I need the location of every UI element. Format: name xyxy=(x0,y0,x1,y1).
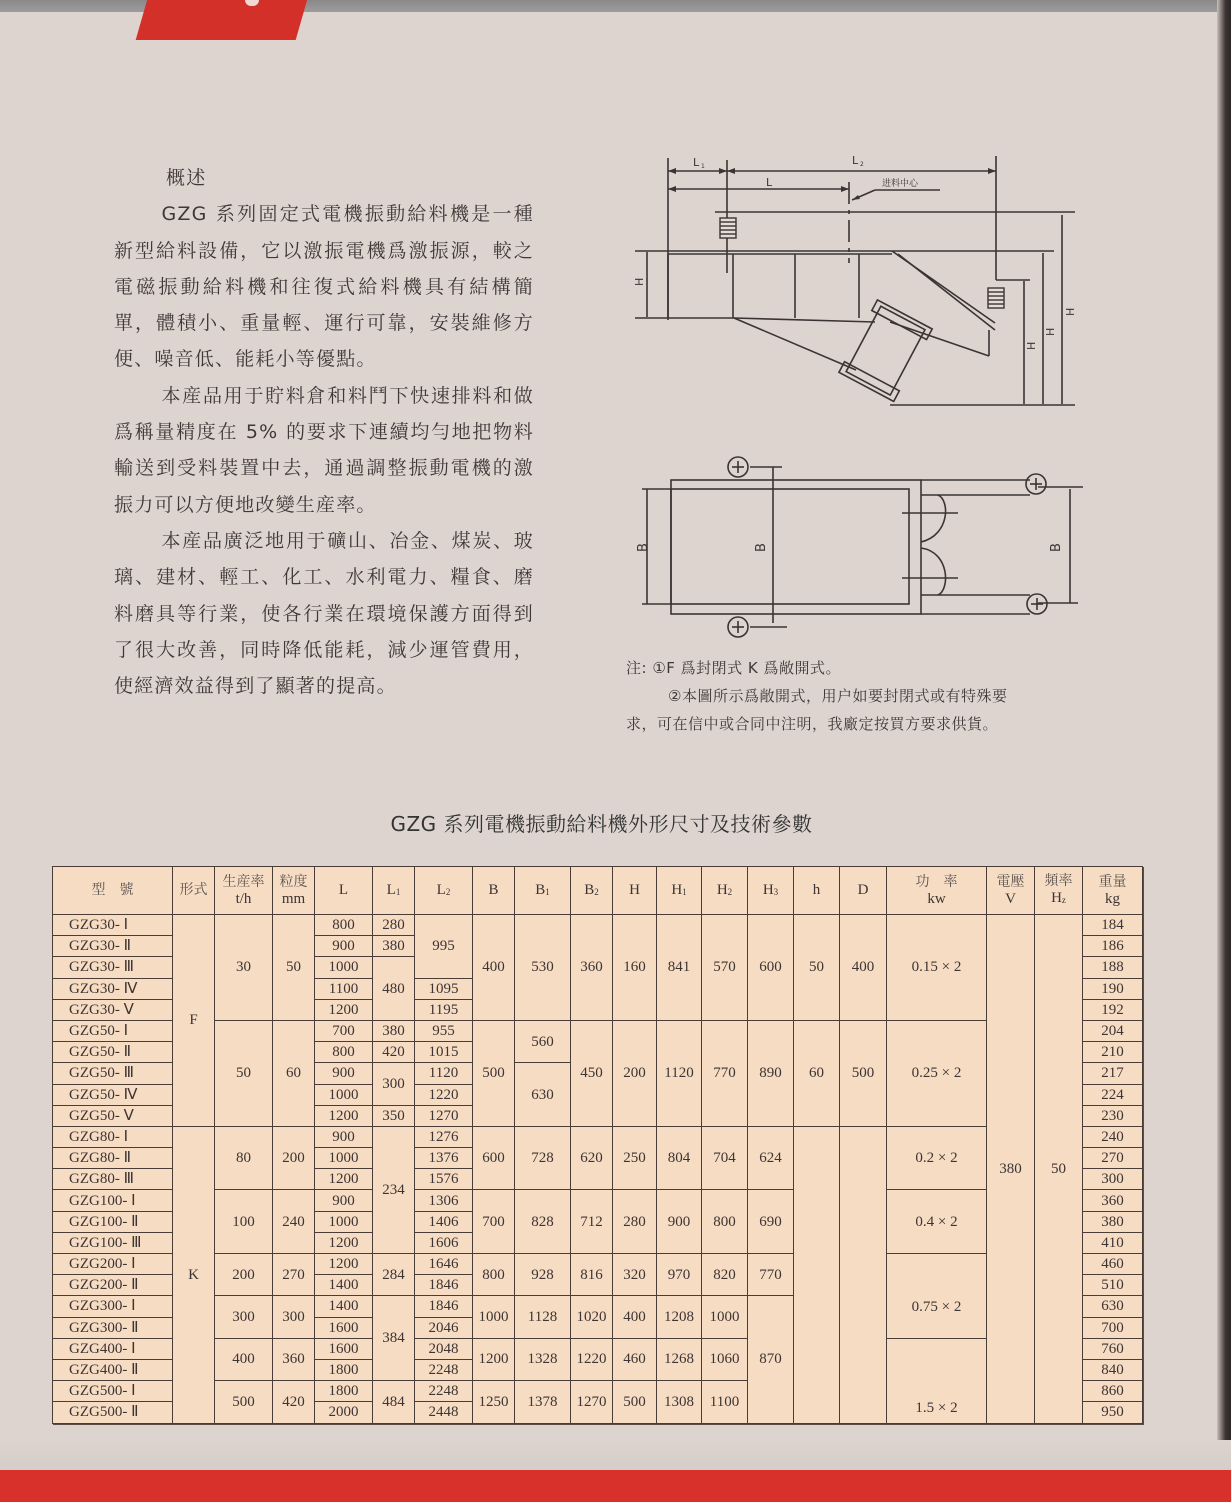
col-model: 型 號 xyxy=(53,867,173,915)
table-row: GZG400- Ⅱ 1800 2248 840 xyxy=(53,1359,1143,1380)
page-edge-shadow xyxy=(1217,0,1231,1502)
svg-text:L: L xyxy=(766,176,773,189)
table-row: GZG30- Ⅳ 1100 1095 190 xyxy=(53,978,1143,999)
table-row: GZG80- Ⅲ 1200 1576 300 xyxy=(53,1169,1143,1190)
svg-text:H: H xyxy=(1044,327,1057,336)
col-frequency: 頻率 $H_z$ xyxy=(1035,867,1083,915)
table-row: GZG300- Ⅱ 1600 2046 700 xyxy=(53,1317,1143,1338)
svg-text:L: L xyxy=(852,154,859,167)
table-title: GZG 系列電機振動給料機外形尺寸及技術參數 xyxy=(390,812,813,836)
table-row: GZG500- Ⅰ 500 420 1800 484 2248 1250 1378 1270 500 1308 1100 860 xyxy=(53,1381,1143,1402)
table-row: GZG400- Ⅰ 400 360 1600 2048 1200 1328 1220 460 1268 1060 1.5 × 2 760 xyxy=(53,1338,1143,1359)
col-weight: 重量 kg xyxy=(1083,867,1143,915)
table-row: GZG100- Ⅲ 1200 1606 410 xyxy=(53,1232,1143,1253)
col-D: D xyxy=(840,867,887,915)
table-row: GZG100- Ⅰ 100 240 900 1306 700 828 712 280 900 800 690 0.4 × 2 360 xyxy=(53,1190,1143,1211)
col-L: L xyxy=(315,867,373,915)
col-L1: $L_1$ xyxy=(373,867,415,915)
overview-paragraph-1: GZG 系列固定式電機振動給料機是一種新型給料設備，它以激振電機爲激振源，較之電磁振動給料機和往復式給料機具有結構簡單，體積小、重量輕、運行可靠，安裝維修方便、噪音低、能耗小等優點。 xyxy=(114,203,534,371)
svg-text:H: H xyxy=(1025,341,1038,350)
svg-text:H: H xyxy=(633,277,646,286)
svg-text:H: H xyxy=(1064,307,1077,316)
bottom-red-band xyxy=(0,1470,1231,1502)
table-header-row xyxy=(53,867,1143,915)
table-row: GZG80- Ⅱ 1000 1376 270 xyxy=(53,1148,1143,1169)
table-row: GZG30- Ⅰ F 30 50 800 280 995 400 530 360 160 841 570 600 50 400 0.15 × 2 380 50 184 xyxy=(53,915,1143,936)
overview-paragraph-3: 本産品廣泛地用于礦山、冶金、煤炭、玻璃、建材、輕工、化工、水利電力、糧食、磨料磨具等行業，使各行業在環境保護方面得到了很大改善，同時降低能耗，減少運管費用，使經濟效益得到了顯著的提高。 xyxy=(114,529,534,698)
col-B1: $B_1$ xyxy=(515,867,571,915)
svg-text:B: B xyxy=(754,543,769,552)
col-voltage: 電壓 V xyxy=(987,867,1035,915)
col-B2: $B_2$ xyxy=(571,867,613,915)
svg-text:B: B xyxy=(636,543,651,552)
col-L2: $L_2$ xyxy=(415,867,473,915)
table-row: GZG30- Ⅱ 900 380 186 xyxy=(53,936,1143,957)
overview-section xyxy=(114,160,534,704)
col-H: H xyxy=(613,867,657,915)
col-granularity: 粒度 mm xyxy=(273,867,315,915)
svg-text:2: 2 xyxy=(860,161,864,168)
svg-text:进料中心: 进料中心 xyxy=(882,179,919,189)
overview-paragraph-2: 本産品用于貯料倉和料鬥下快速排料和做爲稱量精度在 5% 的要求下連續均勻地把物料輸送到受料裝置中去，通過調整振動電機的激振力可以方便地改變生産率。 xyxy=(114,384,534,516)
svg-text:L: L xyxy=(693,156,700,169)
top-view-diagram xyxy=(620,440,1100,640)
note-2-cont: 求，可在信中或合同中注明，我廠定按買方要求供貨。 xyxy=(626,715,999,733)
d-empty xyxy=(840,1126,887,1423)
table-row: GZG200- Ⅰ 200 270 1200 284 1646 800 928 816 320 970 820 770 0.75 × 2 460 xyxy=(53,1254,1143,1275)
note-1: 注: ①F 爲封閉式 K 爲敞開式。 xyxy=(626,659,842,677)
col-B: B xyxy=(473,867,515,915)
overview-heading: 概述 xyxy=(166,167,207,189)
svg-text:1: 1 xyxy=(701,163,705,170)
table-row: GZG50- Ⅱ 800 420 1015 210 xyxy=(53,1042,1143,1063)
table-row: GZG500- Ⅱ 2000 2448 950 xyxy=(53,1402,1143,1423)
col-power: 功 率 kw xyxy=(887,867,987,915)
svg-text:B: B xyxy=(1049,543,1064,552)
red-corner-tab xyxy=(136,0,310,40)
table-row: GZG50- Ⅴ 1200 350 1270 230 xyxy=(53,1105,1143,1126)
table-row: GZG50- Ⅰ 50 60 700 380 955 500 560 450 200 1120 770 890 60 500 0.25 × 2 204 xyxy=(53,1020,1143,1041)
col-h: h xyxy=(794,867,840,915)
h-empty xyxy=(794,1126,840,1423)
table-row: GZG80- Ⅰ K 80 200 900 234 1276 600 728 620 250 804 704 624 0.2 × 2 240 xyxy=(53,1126,1143,1147)
table-row: GZG30- Ⅲ 1000 480 188 xyxy=(53,957,1143,978)
col-H2: $H_2$ xyxy=(702,867,748,915)
table-row: GZG50- Ⅳ 1000 1220 224 xyxy=(53,1084,1143,1105)
spec-table xyxy=(52,866,1143,1424)
table-row: GZG30- Ⅴ 1200 1195 192 xyxy=(53,999,1143,1020)
col-form: 形式 xyxy=(173,867,215,915)
table-row: GZG300- Ⅰ 300 300 1400 384 1846 1000 1128 1020 400 1208 1000 870 630 xyxy=(53,1296,1143,1317)
table-row: GZG100- Ⅱ 1000 1406 380 xyxy=(53,1211,1143,1232)
side-view-diagram xyxy=(620,140,1100,420)
col-capacity: 生産率 t/h xyxy=(215,867,273,915)
table-row: GZG50- Ⅲ 900 300 1120 630 217 xyxy=(53,1063,1143,1084)
table-row: GZG200- Ⅱ 1400 1846 510 xyxy=(53,1275,1143,1296)
note-2: ②本圖所示爲敞開式，用户如要封閉式或有特殊要 xyxy=(668,687,1008,705)
col-H3: $H_3$ xyxy=(748,867,794,915)
col-H1: $H_1$ xyxy=(657,867,702,915)
diagram-notes xyxy=(626,654,1106,738)
bottom-fade xyxy=(0,1440,1231,1470)
